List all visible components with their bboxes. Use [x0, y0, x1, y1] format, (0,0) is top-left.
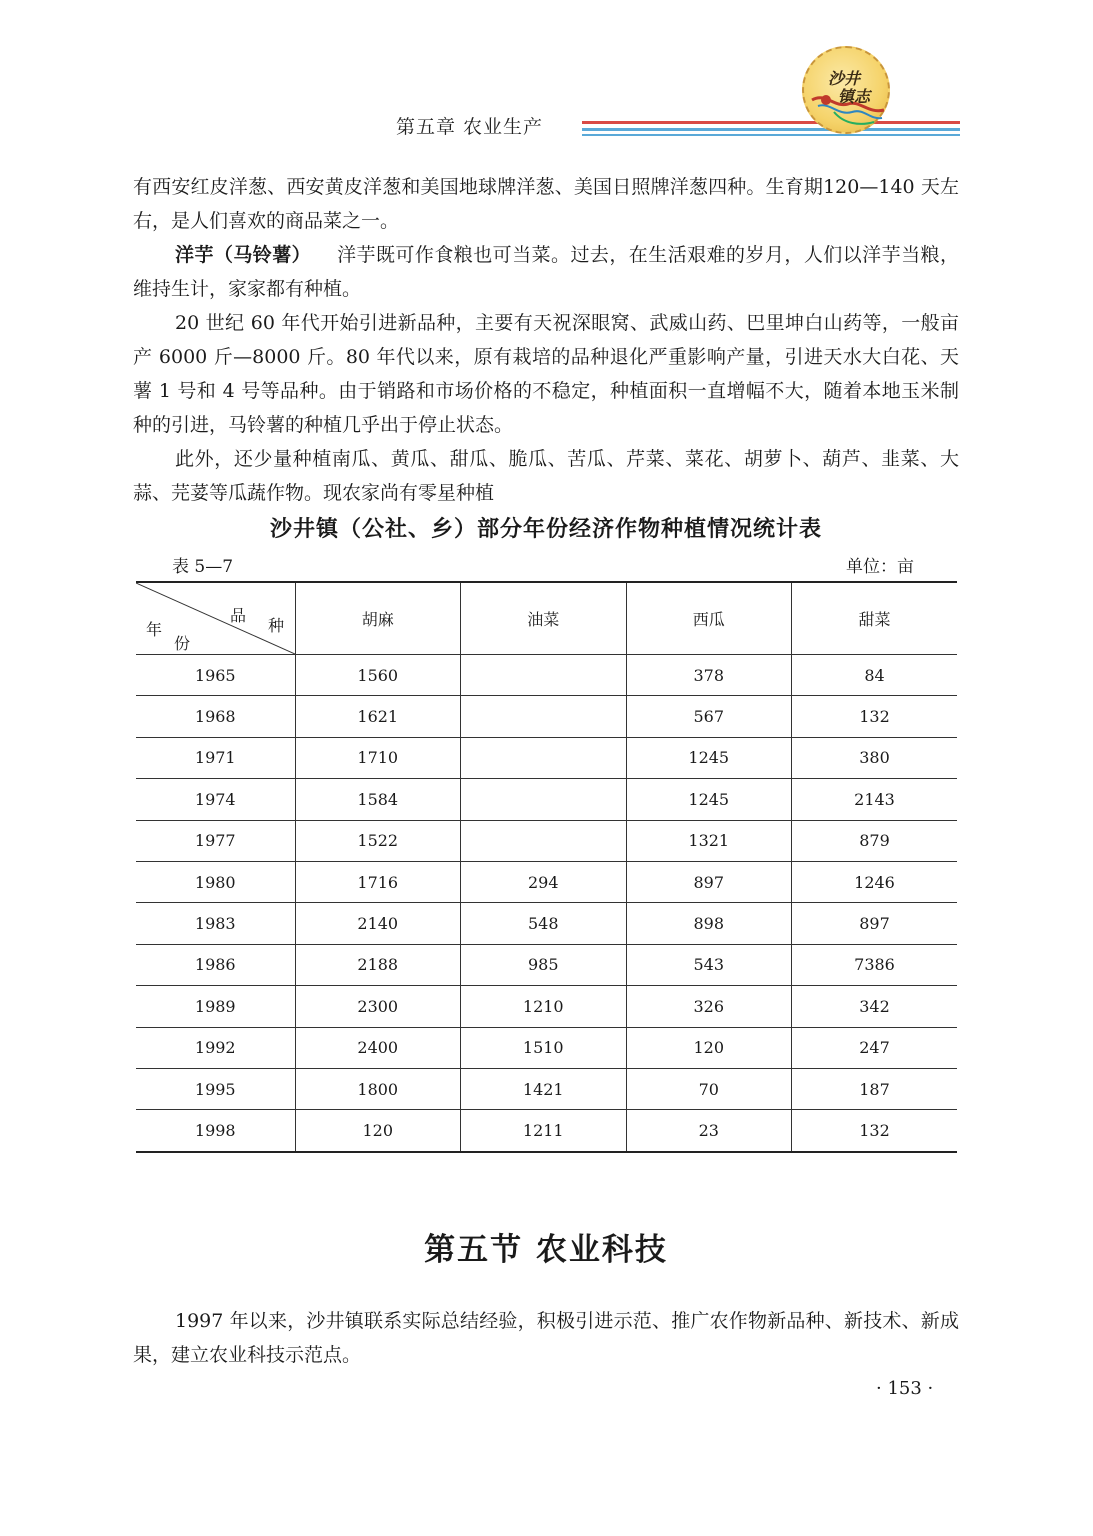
year-cell: 1974 [136, 779, 295, 820]
value-cell [461, 820, 627, 861]
value-cell: 1245 [626, 779, 792, 820]
value-cell: 567 [626, 696, 792, 737]
value-cell: 2188 [295, 944, 461, 985]
table-unit: 单位：亩 [846, 557, 914, 577]
column-header-sugarbeet: 甜菜 [792, 582, 958, 655]
table-row [136, 779, 957, 820]
value-cell: 23 [626, 1110, 792, 1152]
value-cell: 2400 [295, 1027, 461, 1068]
value-cell: 1246 [792, 861, 958, 902]
year-cell: 1968 [136, 696, 295, 737]
table-row [136, 696, 957, 737]
year-cell: 1971 [136, 737, 295, 778]
paragraph-onion: 有西安红皮洋葱、西安黄皮洋葱和美国地球牌洋葱、美国日照牌洋葱四种。生育期120—140 天左右，是人们喜欢的商品菜之一。 [133, 176, 959, 232]
table-row [136, 820, 957, 861]
column-header-flax: 胡麻 [295, 582, 461, 655]
value-cell: 1710 [295, 737, 461, 778]
year-cell: 1983 [136, 903, 295, 944]
year-cell: 1980 [136, 861, 295, 902]
value-cell: 2140 [295, 903, 461, 944]
table-row [136, 903, 957, 944]
value-cell: 548 [461, 903, 627, 944]
year-cell: 1992 [136, 1027, 295, 1068]
value-cell: 247 [792, 1027, 958, 1068]
section-heading: 第五节 农业科技 [424, 1232, 668, 1268]
table-header-row [136, 582, 957, 655]
table-title: 沙井镇（公社、乡）部分年份经济作物种植情况统计表 [269, 517, 822, 542]
value-cell: 2143 [792, 779, 958, 820]
table-row [136, 986, 957, 1027]
paragraph-other-vegetables: 此外，还少量种植南瓜、黄瓜、甜瓜、脆瓜、苦瓜、芹菜、菜花、胡萝卜、葫芦、韭菜、大蒜、芫荽等瓜蔬作物。现农家尚有零星种植 [133, 448, 959, 504]
seal-lettering: 沙井 镇志 [828, 69, 871, 106]
diagonal-corner-cell: 品 种 年 份 [136, 582, 295, 655]
value-cell: 1621 [295, 696, 461, 737]
value-cell: 2300 [295, 986, 461, 1027]
table-row [136, 655, 957, 696]
value-cell [461, 737, 627, 778]
table-body [136, 655, 957, 1152]
crop-statistics-table [136, 581, 957, 1153]
value-cell: 1584 [295, 779, 461, 820]
value-cell: 380 [792, 737, 958, 778]
potato-lead: 洋芋（马铃薯） [175, 244, 312, 266]
value-cell: 897 [792, 903, 958, 944]
value-cell [461, 696, 627, 737]
year-cell: 1989 [136, 986, 295, 1027]
value-cell: 1716 [295, 861, 461, 902]
value-cell: 132 [792, 1110, 958, 1152]
paragraph-potato [133, 238, 959, 306]
column-header-rapeseed: 油菜 [461, 582, 627, 655]
value-cell: 7386 [792, 944, 958, 985]
value-cell: 1210 [461, 986, 627, 1027]
paragraph-potato-varieties: 20 世纪 60 年代开始引进新品种，主要有天祝深眼窝、武威山药、巴里坤白山药等，一般亩产 6000 斤—8000 斤。80 年代以来，原有栽培的品种退化严重影响产量，引进天水大白花、天薯 1 号和 4 号等品种。由于销路和市场价格的不稳定，种植面积一直增幅不大，随着本地玉米制种的引进，马铃薯的种植几乎出于停止状态。 [133, 312, 959, 436]
value-cell: 1321 [626, 820, 792, 861]
gazetteer-seal-logo [802, 46, 890, 134]
table-row [136, 944, 957, 985]
value-cell [461, 779, 627, 820]
value-cell: 294 [461, 861, 627, 902]
value-cell: 1211 [461, 1110, 627, 1152]
value-cell: 543 [626, 944, 792, 985]
value-cell: 898 [626, 903, 792, 944]
table-row [136, 737, 957, 778]
value-cell: 187 [792, 1068, 958, 1109]
value-cell: 70 [626, 1068, 792, 1109]
table-row [136, 1110, 957, 1152]
year-cell: 1965 [136, 655, 295, 696]
value-cell: 326 [626, 986, 792, 1027]
header-rule-blue [582, 128, 960, 131]
value-cell: 897 [626, 861, 792, 902]
value-cell: 1522 [295, 820, 461, 861]
year-cell: 1986 [136, 944, 295, 985]
potato-text: 洋芋既可作食粮也可当菜。过去，在生活艰难的岁月，人们以洋芋当粮，维持生计，家家都有种植。 [133, 244, 959, 300]
table-row [136, 1027, 957, 1068]
header-rule-red [582, 121, 960, 124]
table-row [136, 1068, 957, 1109]
chapter-title: 第五章 农业生产 [396, 116, 544, 138]
value-cell: 1421 [461, 1068, 627, 1109]
page-number: · 153 · [876, 1378, 934, 1399]
value-cell: 1800 [295, 1068, 461, 1109]
value-cell: 985 [461, 944, 627, 985]
table-row [136, 861, 957, 902]
value-cell: 120 [626, 1027, 792, 1068]
value-cell: 879 [792, 820, 958, 861]
value-cell: 1560 [295, 655, 461, 696]
value-cell: 342 [792, 986, 958, 1027]
value-cell: 378 [626, 655, 792, 696]
header-rule-blue-thin [582, 134, 960, 136]
value-cell: 132 [792, 696, 958, 737]
value-cell: 84 [792, 655, 958, 696]
table-number: 表 5—7 [172, 557, 234, 577]
value-cell: 120 [295, 1110, 461, 1152]
value-cell: 1245 [626, 737, 792, 778]
year-cell: 1977 [136, 820, 295, 861]
year-cell: 1998 [136, 1110, 295, 1152]
year-cell: 1995 [136, 1068, 295, 1109]
value-cell [461, 655, 627, 696]
column-header-watermelon: 西瓜 [626, 582, 792, 655]
paragraph-agri-tech: 1997 年以来，沙井镇联系实际总结经验，积极引进示范、推广农作物新品种、新技术、新成果，建立农业科技示范点。 [133, 1310, 959, 1366]
value-cell: 1510 [461, 1027, 627, 1068]
